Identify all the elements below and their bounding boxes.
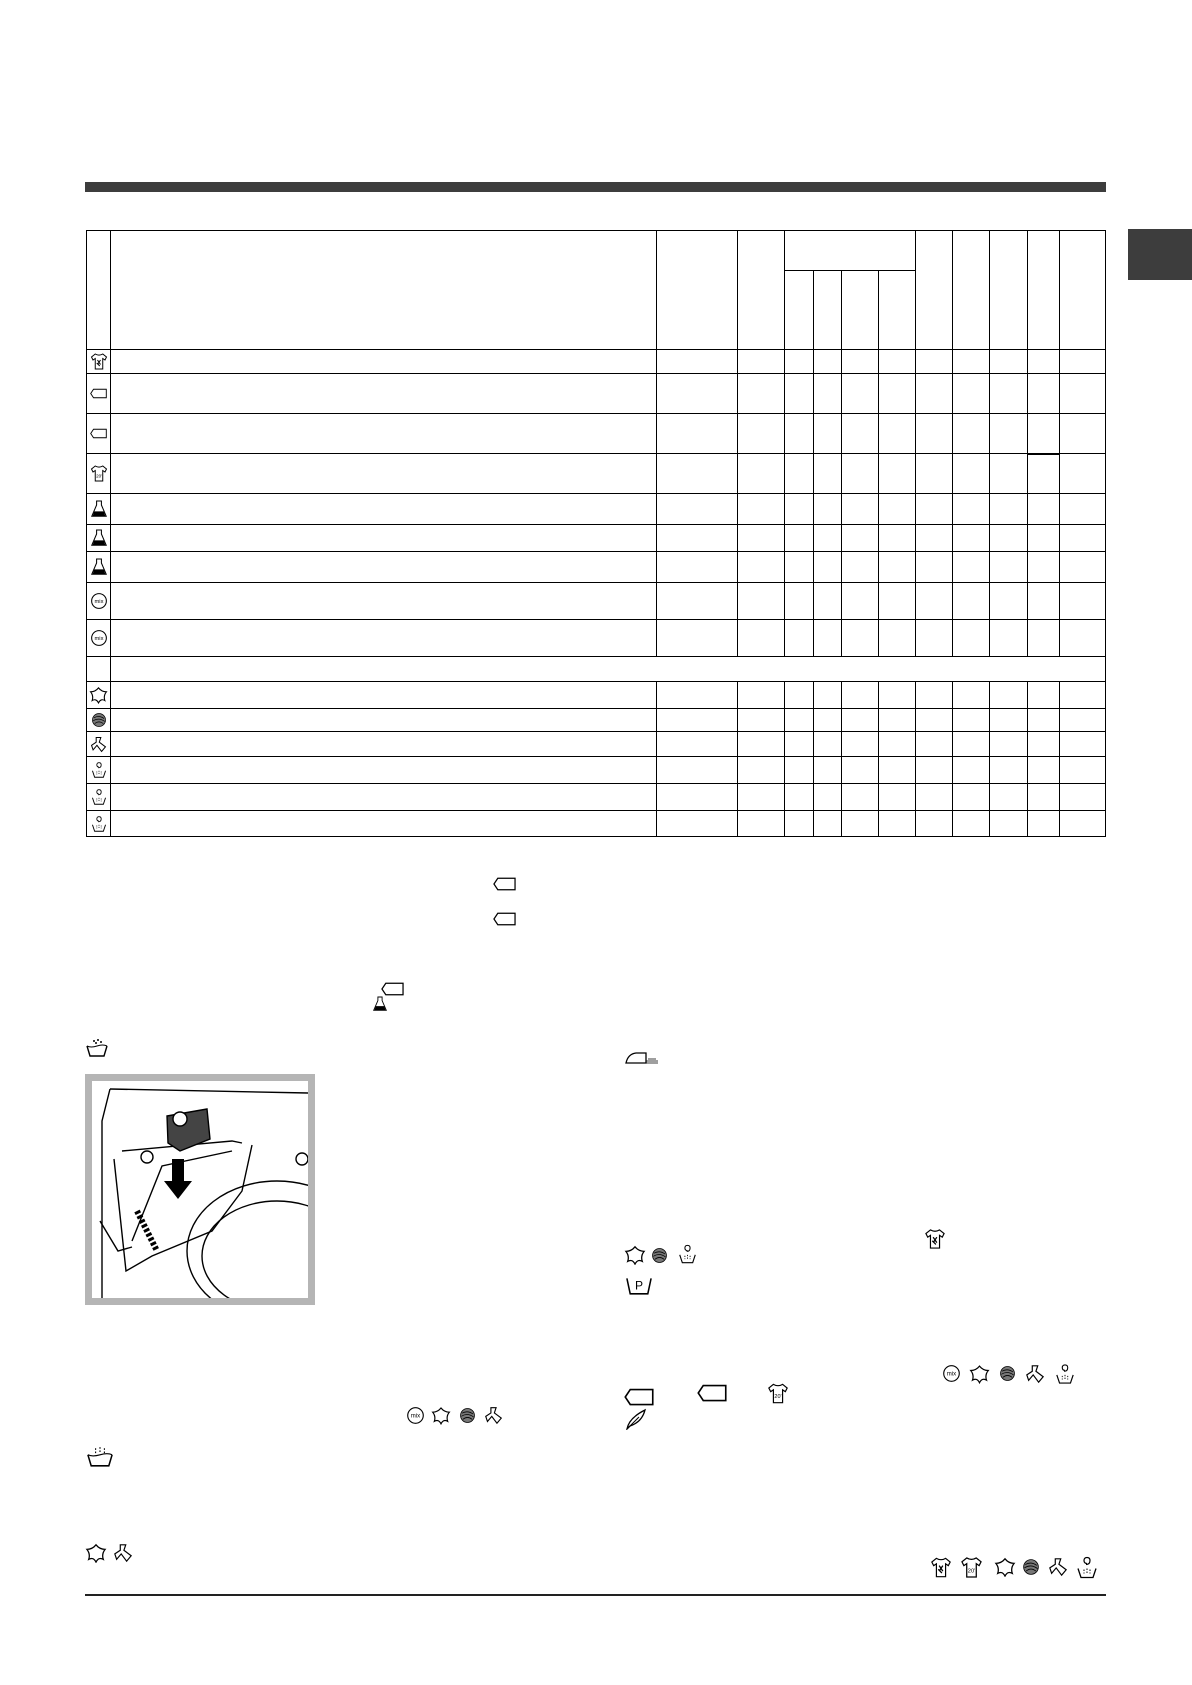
table-row	[87, 414, 1106, 454]
iron-steam-icon	[624, 1050, 660, 1064]
silk-icon	[1025, 1364, 1045, 1384]
footer-rule	[85, 1594, 1106, 1596]
table-row	[87, 552, 1106, 583]
silk-icon	[87, 732, 111, 757]
table-row	[87, 525, 1106, 552]
table-row	[87, 374, 1106, 414]
header-bar	[85, 182, 1106, 192]
silk-icon	[113, 1543, 133, 1563]
wool-icon	[459, 1407, 476, 1424]
synthetics-flask-icon	[373, 996, 387, 1012]
wool-icon	[651, 1247, 668, 1264]
table-row	[87, 620, 1106, 657]
table-row	[87, 583, 1106, 620]
table-header-row	[87, 231, 1106, 271]
table-row	[87, 494, 1106, 525]
spiral-tub-icon	[87, 811, 111, 837]
detergent-drawer-illustration	[85, 1074, 315, 1305]
shirt-20-icon	[960, 1557, 983, 1578]
mix-icon	[87, 583, 111, 620]
leaf-icon	[624, 1245, 646, 1265]
spiral-tub-icon	[87, 784, 111, 811]
table-section-row	[87, 657, 1106, 682]
cottons-tumbling-icon	[930, 1557, 952, 1578]
shirt-20-icon	[767, 1383, 789, 1404]
silk-icon	[484, 1406, 503, 1425]
leaf-icon	[969, 1364, 990, 1384]
wool-icon	[999, 1365, 1016, 1382]
table-row	[87, 454, 1106, 494]
shirt-20-icon	[87, 454, 111, 494]
synthetics-flask-icon	[87, 525, 111, 552]
silk-icon	[1048, 1557, 1068, 1577]
spiral-tub-icon	[87, 757, 111, 784]
section-side-tab	[1128, 229, 1192, 280]
cottons-tumbling-icon	[924, 1229, 946, 1249]
table-row	[87, 784, 1106, 811]
feather-icon	[624, 1408, 648, 1430]
synthetics-flask-icon	[87, 552, 111, 583]
table-row	[87, 350, 1106, 374]
table-row	[87, 682, 1106, 709]
cottons-tumbling-icon	[87, 350, 111, 374]
tag-icon	[624, 1388, 654, 1406]
wool-icon	[1022, 1558, 1040, 1576]
programme-table	[86, 230, 1106, 837]
table-row	[87, 732, 1106, 757]
table-row	[87, 811, 1106, 837]
spiral-tub-icon	[678, 1243, 697, 1265]
tag-icon	[87, 414, 111, 454]
tag-icon	[697, 1384, 727, 1402]
table-row	[87, 709, 1106, 732]
spiral-tub-icon	[1076, 1555, 1098, 1580]
tag-icon	[381, 982, 404, 996]
detergent-tub-icon	[85, 1038, 109, 1058]
mix-icon	[406, 1406, 425, 1425]
synthetics-flask-icon	[87, 494, 111, 525]
leaf-icon	[431, 1406, 451, 1425]
tag-icon	[87, 374, 111, 414]
leaf-icon	[85, 1543, 107, 1563]
leaf-icon	[87, 682, 111, 709]
tag-icon	[493, 912, 516, 926]
column-group-header	[785, 231, 916, 271]
table-row	[87, 757, 1106, 784]
mix-icon	[942, 1364, 961, 1383]
rinse-tub-icon	[85, 1446, 115, 1468]
wool-icon	[87, 709, 111, 732]
tag-icon	[493, 877, 516, 891]
leaf-icon	[994, 1557, 1016, 1577]
spiral-tub-icon	[1055, 1362, 1075, 1386]
tub-p-icon	[624, 1274, 654, 1296]
mix-minus-icon	[87, 620, 111, 657]
